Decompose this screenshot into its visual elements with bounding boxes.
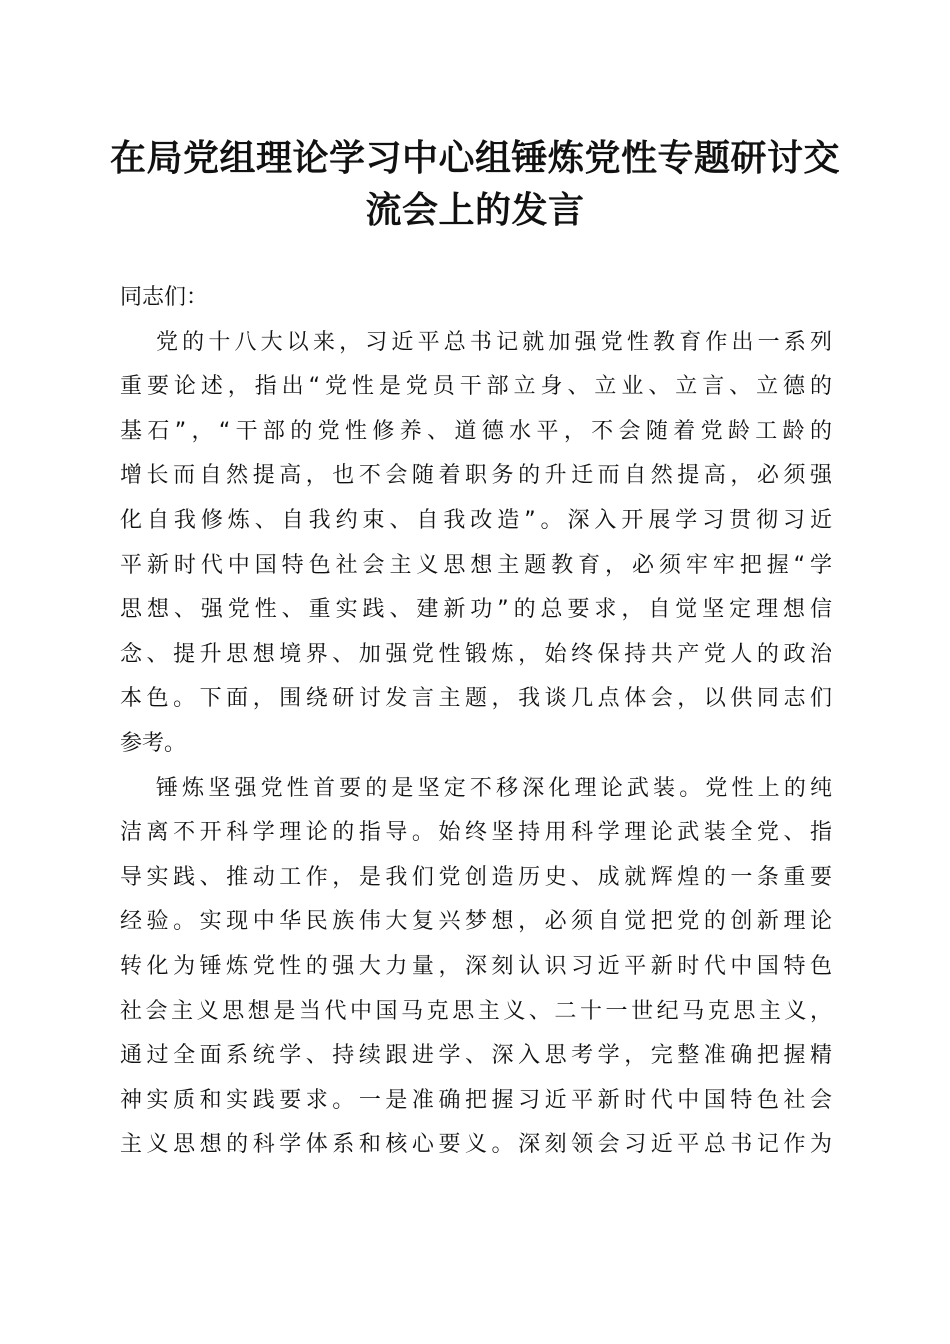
paragraph-2-line-3: 导实践、推动工作，是我们党创造历史、成就辉煌的一条重要	[120, 864, 832, 890]
paragraph-1-line-8: 念、提升思想境界、加强党性锻炼，始终保持共产党人的政治	[120, 641, 832, 667]
title-line-1: 在局党组理论学习中心组锤炼党性专题研讨交	[110, 137, 841, 179]
title-line-2: 流会上的发言	[365, 189, 585, 231]
paragraph-1-line-3: 基石”，“干部的党性修养、道德水平，不会随着党龄工龄的	[120, 418, 832, 444]
paragraph-2-line-6: 社会主义思想是当代中国马克思主义、二十一世纪马克思主义，	[120, 998, 832, 1024]
salutation: 同志们：	[120, 285, 209, 310]
paragraph-1-line-10: 参考。	[120, 730, 187, 756]
paragraph-1-line-5: 化自我修炼、自我约束、自我改造”。深入开展学习贯彻习近	[120, 507, 832, 533]
paragraph-2-line-9: 主义思想的科学体系和核心要义。深刻领会习近平总书记作为	[120, 1132, 832, 1158]
paragraph-2-line-8: 神实质和实践要求。一是准确把握习近平新时代中国特色社会	[120, 1087, 832, 1113]
paragraph-2-line-5: 转化为锤炼党性的强大力量，深刻认识习近平新时代中国特色	[120, 953, 832, 979]
paragraph-1-line-4: 增长而自然提高，也不会随着职务的升迁而自然提高，必须强	[120, 463, 832, 489]
document-body	[120, 276, 832, 1168]
paragraph-1-line-7: 思想、强党性、重实践、建新功”的总要求，自觉坚定理想信	[120, 597, 832, 623]
paragraph-1-line-1: 党的十八大以来，习近平总书记就加强党性教育作出一系列	[156, 329, 832, 355]
paragraph-2-line-1: 锤炼坚强党性首要的是坚定不移深化理论武装。党性上的纯	[156, 775, 832, 801]
paragraph-2-line-7: 通过全面系统学、持续跟进学、深入思考学，完整准确把握精	[120, 1043, 832, 1069]
document-title	[110, 132, 840, 236]
paragraph-1	[120, 321, 832, 767]
paragraph-1-line-2: 重要论述，指出“党性是党员干部立身、立业、立言、立德的	[120, 374, 832, 400]
paragraph-2-line-2: 洁离不开科学理论的指导。始终坚持用科学理论武装全党、指	[120, 820, 832, 846]
paragraph-1-line-6: 平新时代中国特色社会主义思想主题教育，必须牢牢把握“学	[120, 552, 832, 578]
paragraph-1-line-9: 本色。下面，围绕研讨发言主题，我谈几点体会，以供同志们	[120, 686, 832, 712]
paragraph-2-line-4: 经验。实现中华民族伟大复兴梦想，必须自觉把党的创新理论	[120, 909, 832, 935]
paragraph-2	[120, 767, 832, 1168]
